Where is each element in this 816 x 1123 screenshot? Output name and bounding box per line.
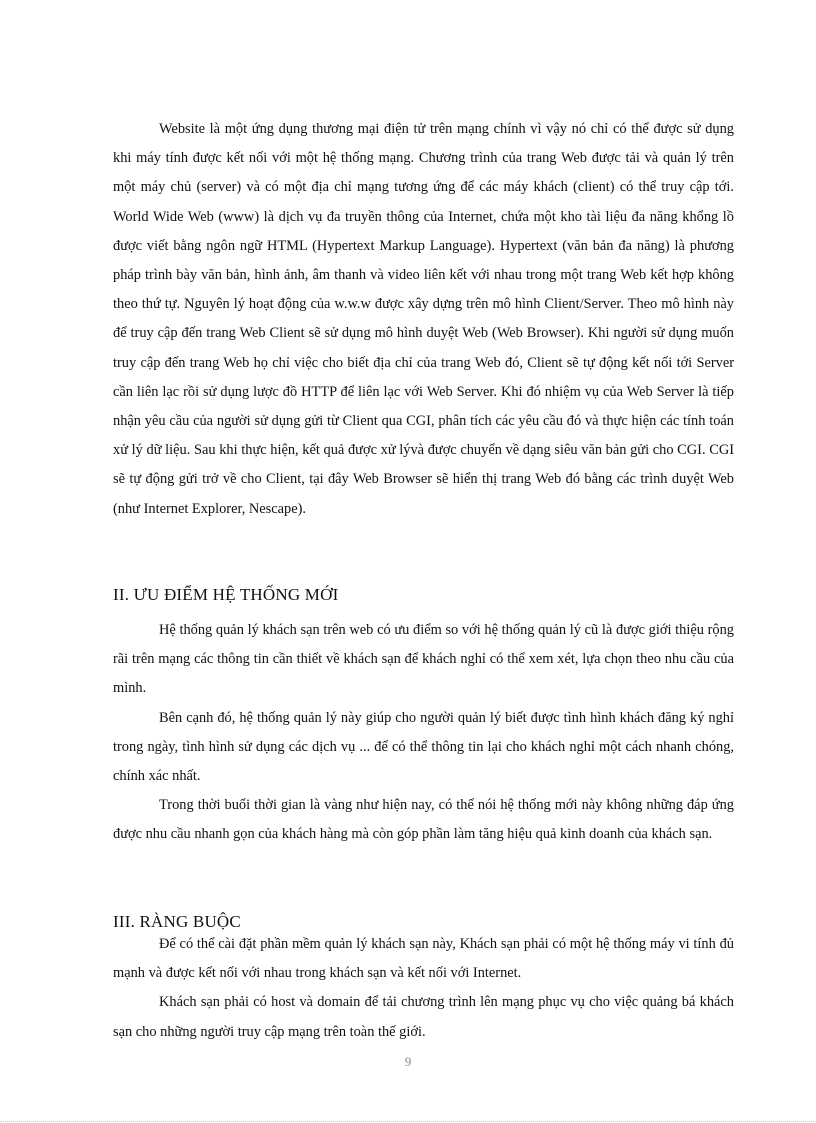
paragraph-advantages-2: Bên cạnh đó, hệ thống quản lý này giúp cho người quản lý biết được tình hình khách đăng ký nghỉ trong ngày, tình hình sử dụng các dịch vụ ... để có thể thông tin lại cho khách nghỉ một cách nhanh chóng, chính xác nhất. [113, 709, 734, 785]
paragraph-constraints-1: Để có thể cài đặt phần mềm quản lý khách sạn này, Khách sạn phải có một hệ thống máy vi tính đủ mạnh và được kết nối với nhau trong khách sạn và kết nối với Internet. [113, 936, 734, 982]
paragraph-advantages-1: Hệ thống quản lý khách sạn trên web có ưu điểm so với hệ thống quản lý cũ là được giới thiệu rộng rãi trên mạng các thông tin cần thiết về khách sạn để khách nghỉ có thể xem xét, lựa chọn theo nhu cầu của mình. [113, 622, 734, 697]
advantages-section [113, 616, 734, 850]
page-number: 9 [404, 1054, 412, 1069]
intro-section [113, 115, 734, 524]
paragraph-advantages-3: Trong thời buổi thời gian là vàng như hiện nay, có thể nói hệ thống mới này không những đáp ứng được nhu cầu nhanh gọn của khách hàng mà còn góp phần làm tăng hiệu quả kinh doanh của khách sạn. [113, 797, 734, 843]
section-heading-advantages: II. ƯU ĐIỂM HỆ THỐNG MỚI [113, 585, 339, 604]
paragraph-intro: Website là một ứng dụng thương mại điện tử trên mạng chính vì vậy nó chỉ có thể được sử dụng khi máy tính được kết nối với một hệ thống mạng. Chương trình của trang Web được tải và quản lý trên một máy chủ (server) và có một địa chỉ mạng tương ứng để các máy khách (client) có thể truy cập tới. World Wide Web (www) là dịch vụ đa truyền thông của Internet, chứa một kho tài liệu đa năng khổng lồ được viết bằng ngôn ngữ HTML (Hypertext Markup Language). Hypertext (văn bản đa năng) là phương pháp trình bày văn bản, hình ảnh, âm thanh và video liên kết với nhau trong một trang Web kết hợp không theo thứ tự. Nguyên lý hoạt động của w.w.w được xây dựng trên mô hình Client/Server. Theo mô hình này để truy cập đến trang Web Client sẽ sử dụng mô hình duyệt Web (Web Browser). Khi người sử dụng muốn truy cập đến trang Web họ chỉ việc cho biết địa chỉ của trang Web đó, Client sẽ tự động kết nối tới Server cần liên lạc rồi sử dụng lược đồ HTTP để liên lạc với Web Server. Khi đó nhiệm vụ của Web Server là tiếp nhận yêu cầu của người sử dụng gửi từ Client qua CGI, phân tích các yêu cầu đó và thực hiện các tính toán xử lý dữ liệu. Sau khi thực hiện, kết quả được xử lývà được chuyển về dạng siêu văn bản gửi cho CGI. CGI sẽ tự động gửi trở về cho Client, tại đây Web Browser sẽ hiển thị trang Web đó bằng các trình duyệt Web (như Internet Explorer, Nescape). [113, 121, 734, 517]
paragraph-constraints-2: Khách sạn phải có host và domain để tải chương trình lên mạng phục vụ cho việc quảng bá khách sạn cho những người truy cập mạng trên toàn thế giới. [113, 994, 734, 1040]
constraints-section [113, 930, 734, 1047]
section-heading-constraints: III. RÀNG BUỘC [113, 912, 241, 931]
page-bottom-border [0, 1121, 816, 1122]
